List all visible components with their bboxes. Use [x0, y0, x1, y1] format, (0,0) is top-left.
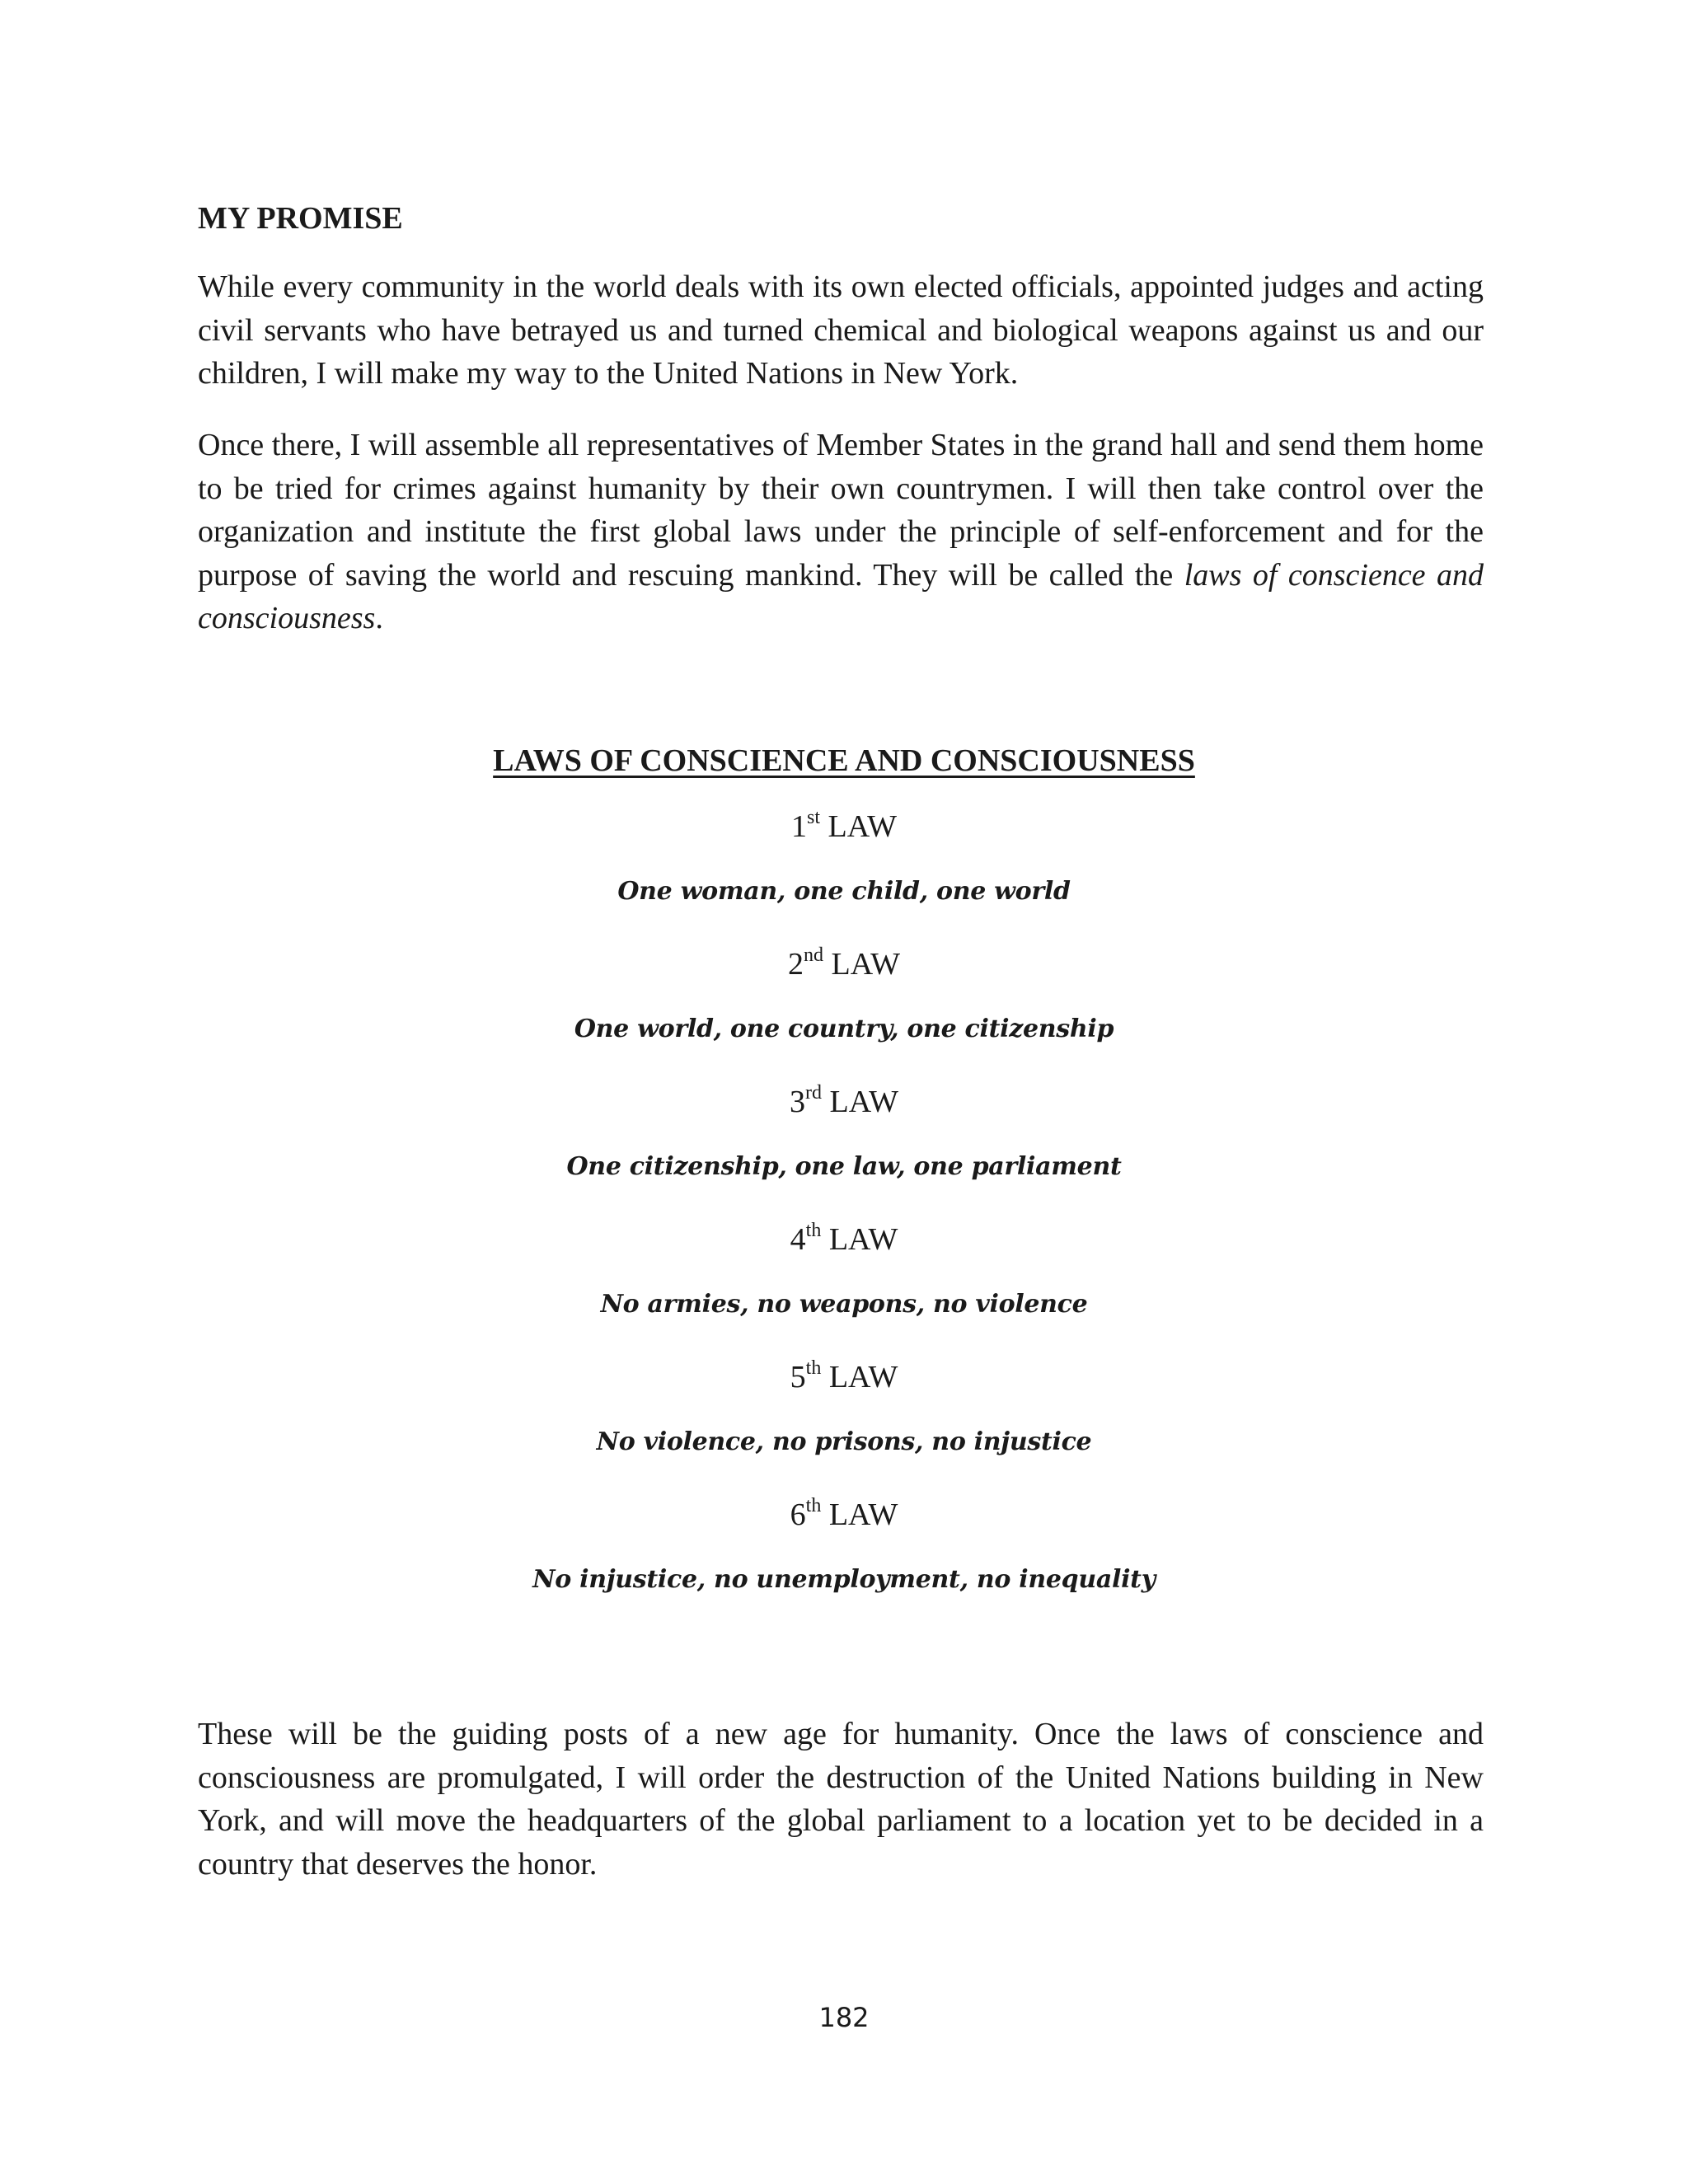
section-heading: MY PROMISE [198, 201, 403, 236]
law-ordinal-suffix: rd [805, 1082, 822, 1104]
law-ordinal-suffix: th [805, 1357, 822, 1379]
law-number: 1 [791, 809, 807, 844]
paragraph-un-plan-end: . [375, 601, 383, 635]
law-number: 2 [788, 947, 804, 982]
paragraph-un-plan [198, 424, 1484, 640]
law-text-3: One citizenship, one law, one parliament [566, 1152, 1122, 1181]
paragraph-intro: While every community in the world deals with its own elected officials, appointed judges and acting civil servants who have betrayed us and turned chemical and biological weapons against us and our children, I will make my way to the United Nations in New York. [198, 269, 1484, 391]
law-label-4 [0, 1219, 1688, 1260]
paragraph-closing: These will be the guiding posts of a new age for humanity. Once the laws of conscience and consciousness are promulgated, I will order the destruction of the United Nations building in New York, and will move the headquarters of the global parliament to a location yet to be decided in a country that deserves the honor. [198, 1717, 1484, 1882]
laws-title: LAWS OF CONSCIENCE AND CONSCIOUSNESS [493, 743, 1195, 778]
law-ordinal-suffix: nd [804, 944, 823, 966]
law-label-2 [0, 944, 1688, 985]
law-word: LAW [828, 809, 897, 844]
law-label-6 [0, 1494, 1688, 1535]
law-text-2: One world, one country, one citizenship [574, 1015, 1114, 1043]
law-ordinal-suffix: th [805, 1495, 822, 1516]
law-ordinal-suffix: th [805, 1220, 822, 1241]
law-word: LAW [831, 947, 900, 982]
law-label-5 [0, 1357, 1688, 1398]
law-word: LAW [829, 1085, 898, 1119]
law-number: 3 [790, 1085, 805, 1119]
law-text-1: One woman, one child, one world [617, 877, 1071, 906]
law-ordinal-suffix: st [807, 807, 821, 828]
law-text-6: No injustice, no unemployment, no inequality [532, 1565, 1156, 1594]
law-label-3 [0, 1081, 1688, 1122]
law-word: LAW [828, 1222, 898, 1257]
law-label-1 [0, 806, 1688, 847]
law-number: 4 [790, 1222, 806, 1257]
law-number: 5 [790, 1360, 806, 1394]
page-number: 182 [818, 2002, 870, 2033]
paragraph-un-plan-italic: laws of conscience and consciousness [198, 557, 1484, 635]
paragraph-un-plan-text: Once there, I will assemble all representatives of Member States in the grand hall and send them home to be tried for crimes against humanity by their own countrymen. I will then take control over the organization and institute the first global laws under the principle of self-enforcement and for the purpose of saving the world and rescuing mankind. They will be called the [198, 428, 1484, 593]
law-word: LAW [828, 1360, 898, 1394]
law-number: 6 [790, 1497, 806, 1532]
law-text-5: No violence, no prisons, no injustice [596, 1427, 1092, 1456]
law-word: LAW [828, 1497, 898, 1532]
law-text-4: No armies, no weapons, no violence [600, 1290, 1088, 1319]
